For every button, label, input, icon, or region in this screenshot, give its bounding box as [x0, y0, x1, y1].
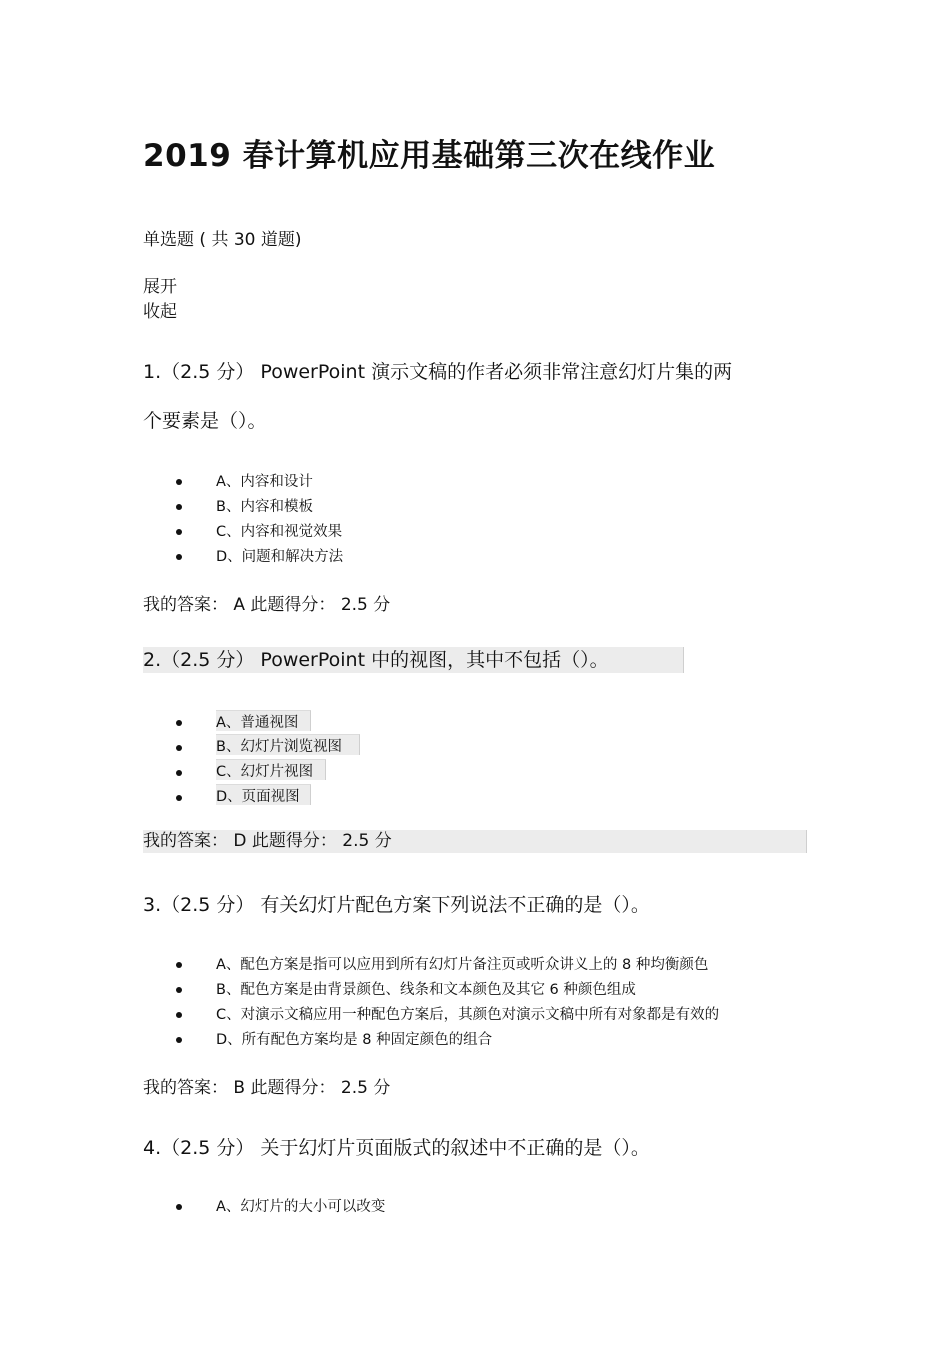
question-1-text-cont: 个要素是（）。 — [143, 410, 267, 432]
bullet-icon — [176, 1204, 182, 1210]
question-4-option-a[interactable]: A、幻灯片的大小可以改变 — [216, 1199, 386, 1215]
expand-link[interactable]: 展开 — [143, 277, 177, 297]
bullet-icon — [176, 504, 182, 510]
question-2-option-b[interactable]: B、幻灯片浏览视图 — [216, 734, 360, 755]
question-1-answer: 我的答案： A 此题得分： 2.5 分 — [143, 595, 391, 615]
question-1-option-b[interactable]: B、内容和模板 — [216, 499, 313, 515]
question-2-option-d[interactable]: D、页面视图 — [216, 784, 311, 805]
question-1-option-a[interactable]: A、内容和设计 — [216, 474, 313, 490]
bullet-icon — [176, 1037, 182, 1043]
bullet-icon — [176, 720, 182, 726]
question-2-option-a[interactable]: A、普通视图 — [216, 710, 311, 731]
bullet-icon — [176, 987, 182, 993]
bullet-icon — [176, 745, 182, 751]
question-2-option-c[interactable]: C、幻灯片视图 — [216, 759, 326, 780]
bullet-icon — [176, 554, 182, 560]
bullet-icon — [176, 962, 182, 968]
question-3-option-b[interactable]: B、配色方案是由背景颜色、线条和文本颜色及其它 6 种颜色组成 — [216, 982, 636, 998]
question-4-text: 4.（2.5 分） 关于幻灯片页面版式的叙述中不正确的是（）。 — [143, 1137, 650, 1159]
bullet-icon — [176, 479, 182, 485]
question-3-option-d[interactable]: D、所有配色方案均是 8 种固定颜色的组合 — [216, 1032, 493, 1048]
bullet-icon — [176, 1012, 182, 1018]
bullet-icon — [176, 770, 182, 776]
question-3-text: 3.（2.5 分） 有关幻灯片配色方案下列说法不正确的是（）。 — [143, 894, 650, 916]
document-title: 2019 春计算机应用基础第三次在线作业 — [143, 138, 716, 174]
question-3-option-c[interactable]: C、对演示文稿应用一种配色方案后，其颜色对演示文稿中所有对象都是有效的 — [216, 1007, 720, 1023]
question-1-text: 1.（2.5 分） PowerPoint 演示文稿的作者必须非常注意幻灯片集的两 — [143, 361, 733, 383]
bullet-icon — [176, 529, 182, 535]
question-2-text: 2.（2.5 分） PowerPoint 中的视图，其中不包括（）。 — [143, 647, 684, 673]
question-3-option-a[interactable]: A、配色方案是指可以应用到所有幻灯片备注页或听众讲义上的 8 种均衡颜色 — [216, 957, 709, 973]
section-heading: 单选题 ( 共 30 道题) — [143, 230, 302, 250]
question-2-answer: 我的答案： D 此题得分： 2.5 分 — [143, 830, 807, 853]
bullet-icon — [176, 795, 182, 801]
question-1-option-c[interactable]: C、内容和视觉效果 — [216, 524, 343, 540]
collapse-link[interactable]: 收起 — [143, 302, 177, 322]
question-1-option-d[interactable]: D、问题和解决方法 — [216, 549, 344, 565]
question-3-answer: 我的答案： B 此题得分： 2.5 分 — [143, 1078, 391, 1098]
